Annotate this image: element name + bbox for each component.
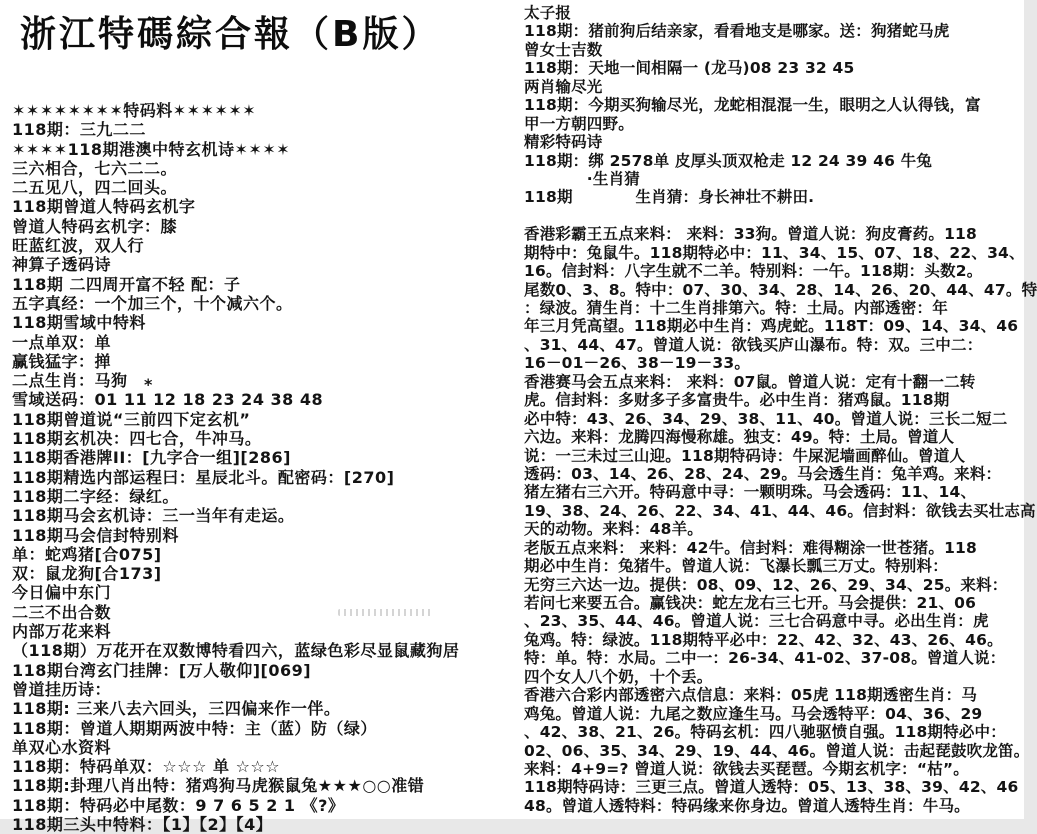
text-line: 118期：天地一间相隔一 (龙马)08 23 32 45 [524, 59, 855, 78]
text-line: 必中特：43、26、34、29、38、11、40。曾道人说：三长二短二 [524, 409, 1008, 428]
text-line: ✶✶✶✶118期港澳中特玄机诗✶✶✶✶ [12, 139, 291, 159]
text-line: 六边。来料：龙腾四海慢称雄。独支：49。特：土局。曾道人 [524, 428, 955, 447]
text-line: 香港六合彩内部透密六点信息：来料：05虎 118期透密生肖：马 [524, 686, 978, 705]
text-line: 118期玄机决：四七合，牛冲马。 [12, 429, 262, 449]
text-line: 四个女人八个奶，十个丢。 [524, 667, 713, 686]
text-line: 单：蛇鸡猪[合075] [12, 544, 162, 564]
text-line: 双：鼠龙狗[合173] [12, 564, 162, 584]
text-line: 118期：猪前狗后结亲家，看看地支是哪家。送：狗猪蛇马虎 [524, 22, 950, 41]
text-line: ✶✶✶✶✶✶✶✶特码料✶✶✶✶✶✶ [12, 101, 257, 120]
text-line: 118期 二四周开富不轻 配：子 [12, 274, 241, 294]
text-line: （118期）万花开在双数博特看四六，蓝绿色彩尽显鼠藏狗居 [12, 641, 460, 661]
text-line: 曾道挂历诗： [12, 679, 112, 699]
text-line: 雪域送码：01 11 12 18 23 24 38 48 [12, 390, 324, 410]
text-line: 香港彩霸王五点来料： 来料：33狗。曾道人说：狗皮膏药。118 [524, 225, 978, 244]
text-line: 二三不出合数 [12, 602, 112, 622]
text-line: 118期三头中特料：【1】【2】【4】 [12, 814, 273, 834]
text-line: 二点生肖：马狗 ⁎ [12, 371, 153, 391]
print-smudge [338, 609, 434, 616]
text-line: 118期马会玄机诗：三一当年有走运。 [12, 506, 295, 526]
text-line: 118期特码诗：三更三点。曾道人透特：05、13、38、39、42、46 [524, 778, 1019, 797]
text-line: 二五见八，四二回头。 [12, 178, 178, 198]
text-line: 16。信封料：八字生就不二羊。特别料：一午。118期：头数2。 [524, 262, 983, 281]
text-line: 期特中：兔鼠牛。118期特必中：11、34、15、07、18、22、34、 [524, 243, 1025, 262]
text-line: 118期：特码必中尾数：9 7 6 5 2 1 《?》 [12, 795, 345, 815]
text-line: 赢钱猛字：掸 [12, 351, 112, 371]
text-line: 118期曾道人特码玄机字 [12, 197, 196, 217]
text-line: 118期：曾道人期期两波中特：主（蓝）防（绿） [12, 718, 377, 738]
text-line: 118期：特码单双：☆☆☆ 单 ☆☆☆ [12, 757, 281, 777]
right-column [524, 4, 1037, 815]
text-line: 02、06、35、34、29、19、44、46。曾道人说：击起琵鼓吹龙笛。 [524, 741, 1030, 760]
text-line: 天的动物。来料：48羊。 [524, 520, 703, 539]
text-line: 五字真经：一个加三个，十个减六个。 [12, 293, 293, 313]
text-line: 、42、38、21、26。特码玄机：四八驰驱愤自强。118期特必中： [524, 723, 1006, 742]
text-line: 118期：绑 2578单 皮厚头顶双枪走 12 24 39 46 牛兔 [524, 151, 933, 170]
text-line: 三六相合，七六二二。 [12, 158, 178, 178]
text-line: 旺蓝红波，双人行 [12, 236, 145, 256]
text-line: 118期二字经：绿红。 [12, 486, 179, 506]
text-line: 期必中生肖：兔猪牛。曾道人说：飞瀑长瓢三万丈。特别料： [524, 557, 948, 576]
text-line: 118期 生肖猜：身长神壮不耕田. [524, 188, 815, 207]
text-line: 48。曾道人透特料：特码缘来你身边。曾道人透特生肖：牛马。 [524, 796, 970, 815]
text-line: 16－01－26、38－19－33。 [524, 354, 751, 373]
text-line: 内部万花来料 [12, 622, 112, 642]
text-line: 来料：4+9=? 曾道人说：欲钱去买琵琶。今期玄机字：“枯”。 [524, 759, 970, 778]
text-line: 香港赛马会五点来料： 来料：07鼠。曾道人说：定有十翻一二转 [524, 372, 976, 391]
text-line: 特：单。特：水局。二中一：26-34、41-02、37-08。曾道人说： [524, 649, 1006, 668]
text-line: 年三月凭高望。118期必中生肖：鸡虎蛇。118T：09、14、34、46 [524, 317, 1019, 336]
text-line: 单双心水资料 [12, 737, 112, 757]
text-line: 虎。信封料：多财多子多富贵牛。必中生肖：猪鸡鼠。118期 [524, 391, 950, 410]
text-line: 118期雪域中特料 [12, 313, 146, 333]
text-line: 118期曾道说“三前四下定玄机” [12, 409, 251, 429]
text-line: 118期:卦理八肖出特：猪鸡狗马虎猴鼠兔★★★○○准错 [12, 776, 425, 796]
text-line: 两肖输尽光 [524, 77, 603, 96]
text-line: 无穷三六达一边。提供：08、09、12、26、29、34、25。来料： [524, 575, 1008, 594]
text-line: 老版五点来料： 来料：42牛。信封料：难得糊涂一世苍猪。118 [524, 538, 978, 557]
text-line: 118期香港牌II：[九字合一组][286] [12, 448, 291, 468]
text-line: 神算子透码诗 [12, 255, 112, 275]
text-line: 太子报 [524, 4, 572, 22]
text-line: 兔鸡。特：绿波。118期特平必中：22、42、32、43、26、46。 [524, 630, 1003, 649]
text-line: 曾道人特码玄机字：膝 [12, 216, 178, 236]
text-line: 若问七来要五合。赢钱决：蛇左龙右三七开。马会提供：21、06 [524, 594, 977, 612]
text-line: 说：一三未过三山迎。118期特码诗：牛屎泥墙画醉仙。曾道人 [524, 446, 966, 465]
text-line: 118期马会信封特别料 [12, 525, 179, 545]
text-line: 118期：三九二二 [12, 120, 146, 140]
text-line: 尾数0、3、8。特中：07、30、34、28、14、26、20、44、47。特 [524, 280, 1037, 299]
text-line: 透码：03、14、26、28、24、29。马会透生肖：兔羊鸡。来料： [524, 464, 1002, 483]
text-line: 118期：今期买狗输尽光，龙蛇相混混一生，眼明之人认得钱，富 [524, 96, 981, 115]
text-line: 今日偏中东门 [12, 583, 112, 603]
text-line: 猪左猪右三六开。特码意中寻：一颗明珠。马会透码：11、14、 [524, 483, 977, 502]
left-column [12, 101, 517, 834]
text-line: 曾女士吉数 [524, 40, 603, 59]
text-line: 19、38、24、26、22、34、41、44、46。信封料：欲钱去买壮志高 [524, 501, 1036, 520]
text-line: 鸡兔。曾道人说：九尾之数应逢生马。马会透特平：04、36、29 [524, 704, 983, 723]
page-title: 浙江特碼綜合報（B版） [20, 14, 441, 55]
text-line: 118期: 三来八去六回头，三四偏来作一伴。 [12, 699, 341, 719]
text-line [524, 207, 1022, 225]
text-line: 、23、35、44、46。曾道人说：三七合码意中寻。必出生肖：虎 [524, 612, 989, 631]
text-line: 甲一方朝四野。 [524, 114, 634, 133]
text-line: ·生肖猜 [524, 169, 640, 188]
text-line: 118期精选内部运程曰：星辰北斗。配密码：[270] [12, 467, 395, 487]
text-line: 一点单双：单 [12, 332, 112, 352]
text-line: 精彩特码诗 [524, 133, 603, 152]
text-line: ：绿波。猜生肖：十二生肖排第六。特：土局。内部透密：年 [524, 299, 948, 317]
text-line: 118期台湾玄门挂牌：[万人敬仰][069] [12, 660, 312, 680]
text-line: 、31、44、47。曾道人说：欲钱买庐山瀑布。特：双。三中二： [524, 335, 983, 354]
